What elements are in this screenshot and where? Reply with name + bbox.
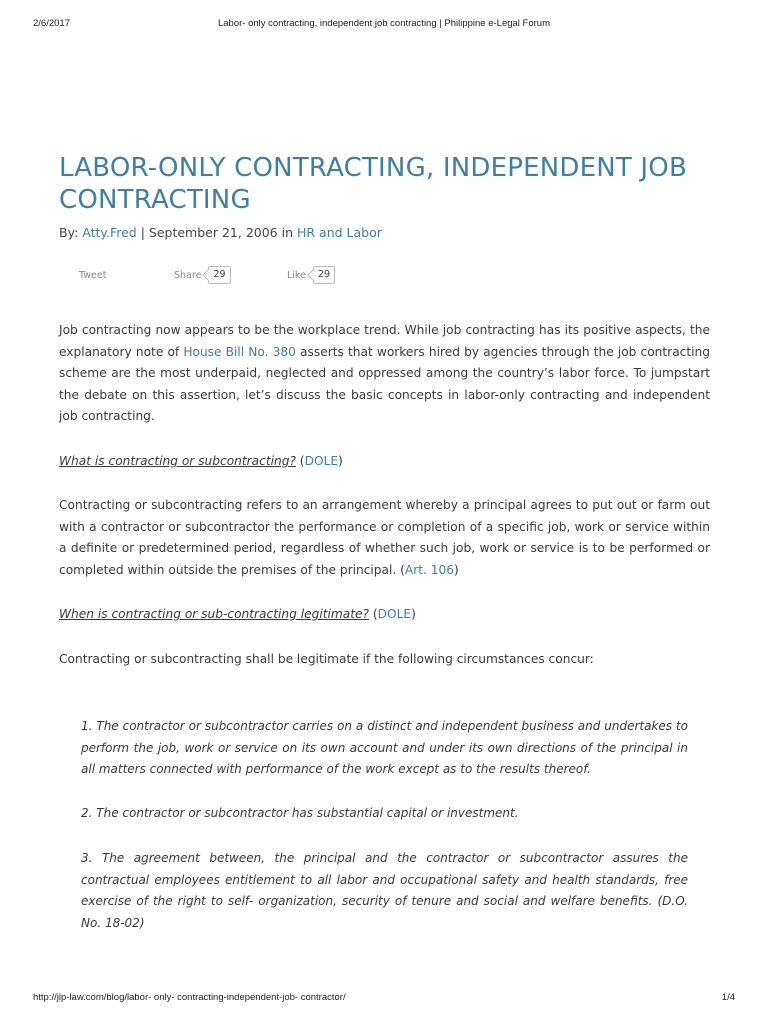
question-2-open: ( xyxy=(368,607,378,621)
question-2 xyxy=(59,604,710,626)
condition-item: 3. The agreement between, the principal and the contractor or subcontractor assures the contractual employees entitlement to all labor and occupational safety and health standards, free exercise of the right to self- organization, security of tenure and social and welfare benefits. (D.O. No. 18-02) xyxy=(81,851,688,930)
like-button[interactable] xyxy=(287,264,335,286)
print-page-number: 1/4 xyxy=(721,992,735,1003)
question-1-close: ) xyxy=(338,454,343,468)
byline-date: | September 21, 2006 in xyxy=(136,225,297,240)
intro-text-a: Job contracting now appears to be the workplace trend. While job contracting has its positive aspects, the explanatory note of xyxy=(59,323,710,359)
art-106-link[interactable]: Art. 106 xyxy=(404,562,455,577)
author-link[interactable]: Atty.Fred xyxy=(82,225,137,240)
definition-text: Contracting or subcontracting refers to an arrangement whereby a principal agrees to put out or farm out with a contractor or subcontractor the performance or completion of a specific job, work or service within a definite or predetermined period, regardless of whether such job, work or service is to be performed or completed within outside the premises of the principal. ( xyxy=(59,498,710,577)
share-count: 29 xyxy=(208,266,230,284)
question-1 xyxy=(59,451,710,473)
condition-item: 2. The contractor or subcontractor has substantial capital or investment. xyxy=(81,806,519,820)
print-header xyxy=(33,18,735,32)
byline xyxy=(59,225,382,241)
print-url: http://jlp-law.com/blog/labor- only- contracting-independent-job- contractor/ xyxy=(33,992,346,1003)
intro-paragraph xyxy=(59,320,710,428)
legit-intro: Contracting or subcontracting shall be legitimate if the following circumstances concur: xyxy=(59,652,594,666)
tweet-button[interactable] xyxy=(79,264,106,286)
like-label: Like xyxy=(287,269,306,281)
share-button[interactable] xyxy=(174,264,231,286)
question-1-open: ( xyxy=(295,454,305,468)
category-link[interactable]: HR and Labor xyxy=(296,225,382,240)
definition-close: ) xyxy=(454,562,459,577)
question-1-text: What is contracting or subcontracting? xyxy=(59,454,296,468)
print-date: 2/6/2017 xyxy=(33,18,70,29)
question-2-close: ) xyxy=(411,607,416,621)
byline-by: By: xyxy=(59,225,83,240)
definition-paragraph xyxy=(59,495,710,581)
house-bill-link[interactable]: House Bill No. 380 xyxy=(183,344,296,359)
condition-item: 1. The contractor or subcontractor carries on a distinct and independent business and undertakes to perform the job, work or service on its own account and under its own directions of the principal in all matters connected with performance of the work except as to the results thereof. xyxy=(81,719,688,777)
share-label: Share xyxy=(174,269,202,281)
article-title: LABOR-ONLY CONTRACTING, INDEPENDENT JOB CONTRACTING xyxy=(59,153,687,215)
print-page-title: Labor- only contracting, independent job contracting | Philippine e-Legal Forum xyxy=(217,18,550,29)
like-count: 29 xyxy=(313,266,335,284)
print-footer xyxy=(33,992,735,1006)
question-2-text: When is contracting or sub-contracting legitimate? xyxy=(59,607,369,621)
dole-link-2[interactable]: DOLE xyxy=(377,607,412,621)
intro-text-b: asserts that workers hired by agencies through the job contracting scheme are the most underpaid, neglected and oppressed among the country’s labor force. To jumpstart the debate on this assertion, let’s discuss the basic concepts in labor-only contracting and independent job contracting. xyxy=(59,344,710,424)
dole-link-1[interactable]: DOLE xyxy=(304,454,339,468)
tweet-label: Tweet xyxy=(79,269,107,281)
